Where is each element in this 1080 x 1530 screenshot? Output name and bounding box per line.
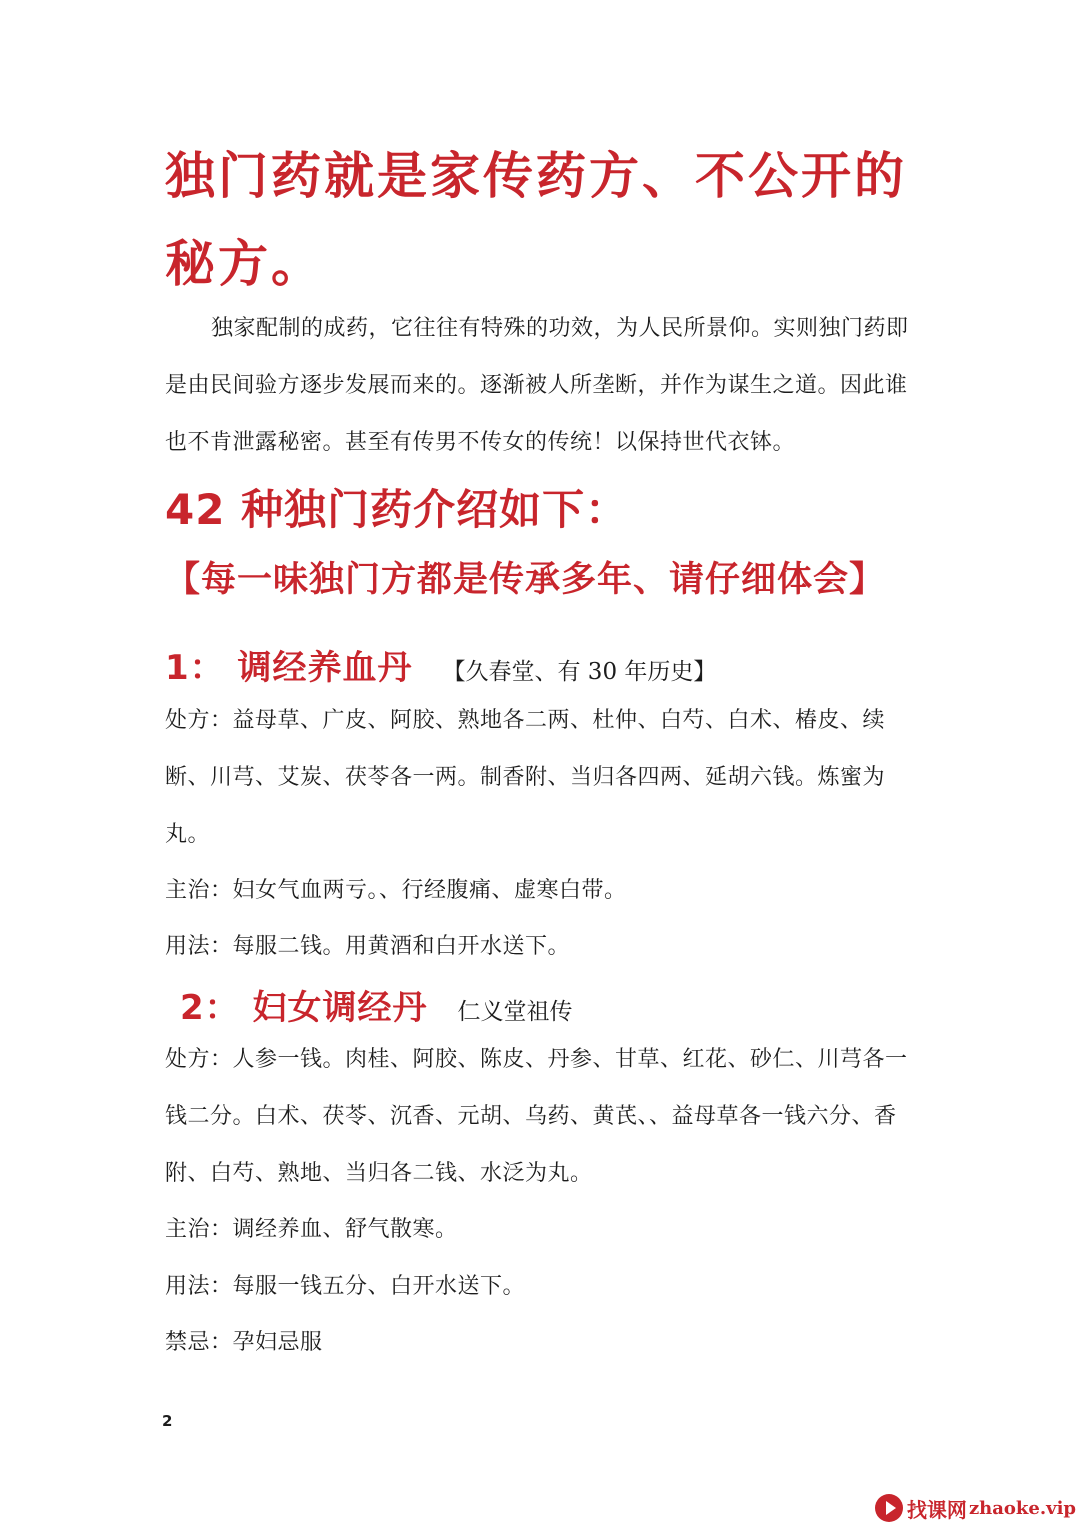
entry-1-usage: 用法：每服二钱。用黄酒和白开水送下。: [165, 934, 571, 959]
section-subheading: 【每一味独门方都是传承多年、请仔细体会】: [165, 560, 886, 600]
page-title: 独门药就是家传药方、不公开的秘方。: [165, 147, 907, 293]
watermark-text: 找课网: [906, 1497, 967, 1522]
entry-1-name: 1： 调经养血丹: [165, 648, 413, 688]
entry-2-indication: 主治：调经养血、舒气散寒。: [165, 1217, 458, 1242]
watermark-logo: [875, 1490, 1076, 1526]
intro-paragraph: 独家配制的成药，它往往有特殊的功效，为人民所景仰。实则独门药即是由民间验方逐步发展而来的。逐渐被人所垄断，并作为谋生之道。因此谁也不肯泄露秘密。甚至有传男不传女的传统！以保持世代衣钵。: [165, 316, 909, 455]
entry-2-source: 仁义堂祖传: [457, 999, 573, 1025]
watermark-domain: zhaoke.vip: [968, 1497, 1076, 1519]
entry-1-formula: 处方：益母草、广皮、阿胶、熟地各二两、杜仲、白芍、白术、椿皮、续断、川芎、艾炭、茯苓各一两。制香附、当归各四两、延胡六钱。炼蜜为丸。: [165, 708, 886, 847]
play-circle-icon: [875, 1494, 903, 1522]
entry-2-heading: [180, 980, 573, 1029]
entry-1-source: 【久春堂、有 30 年历史】: [442, 659, 717, 685]
entry-2-formula: 处方：人参一钱。肉桂、阿胶、陈皮、丹参、甘草、红花、砂仁、川芎各一钱二分。白术、茯苓、沉香、元胡、乌药、黄芪、、益母草各一钱六分、香附、白芍、熟地、当归各二钱、水泛为丸。: [165, 1047, 908, 1186]
entry-2-contraindication: 禁忌：孕妇忌服: [165, 1330, 323, 1355]
entry-1-heading: [165, 640, 716, 689]
entry-1-indication: 主治：妇女气血两亏。、行经腹痛、虚寒白带。: [165, 878, 627, 903]
section-heading: 42 种独门药介绍如下：: [165, 485, 629, 534]
entry-2-name: 2： 妇女调经丹: [180, 988, 428, 1028]
page-number: 2: [162, 1412, 173, 1430]
entry-2-usage: 用法：每服一钱五分、白开水送下。: [165, 1274, 526, 1299]
